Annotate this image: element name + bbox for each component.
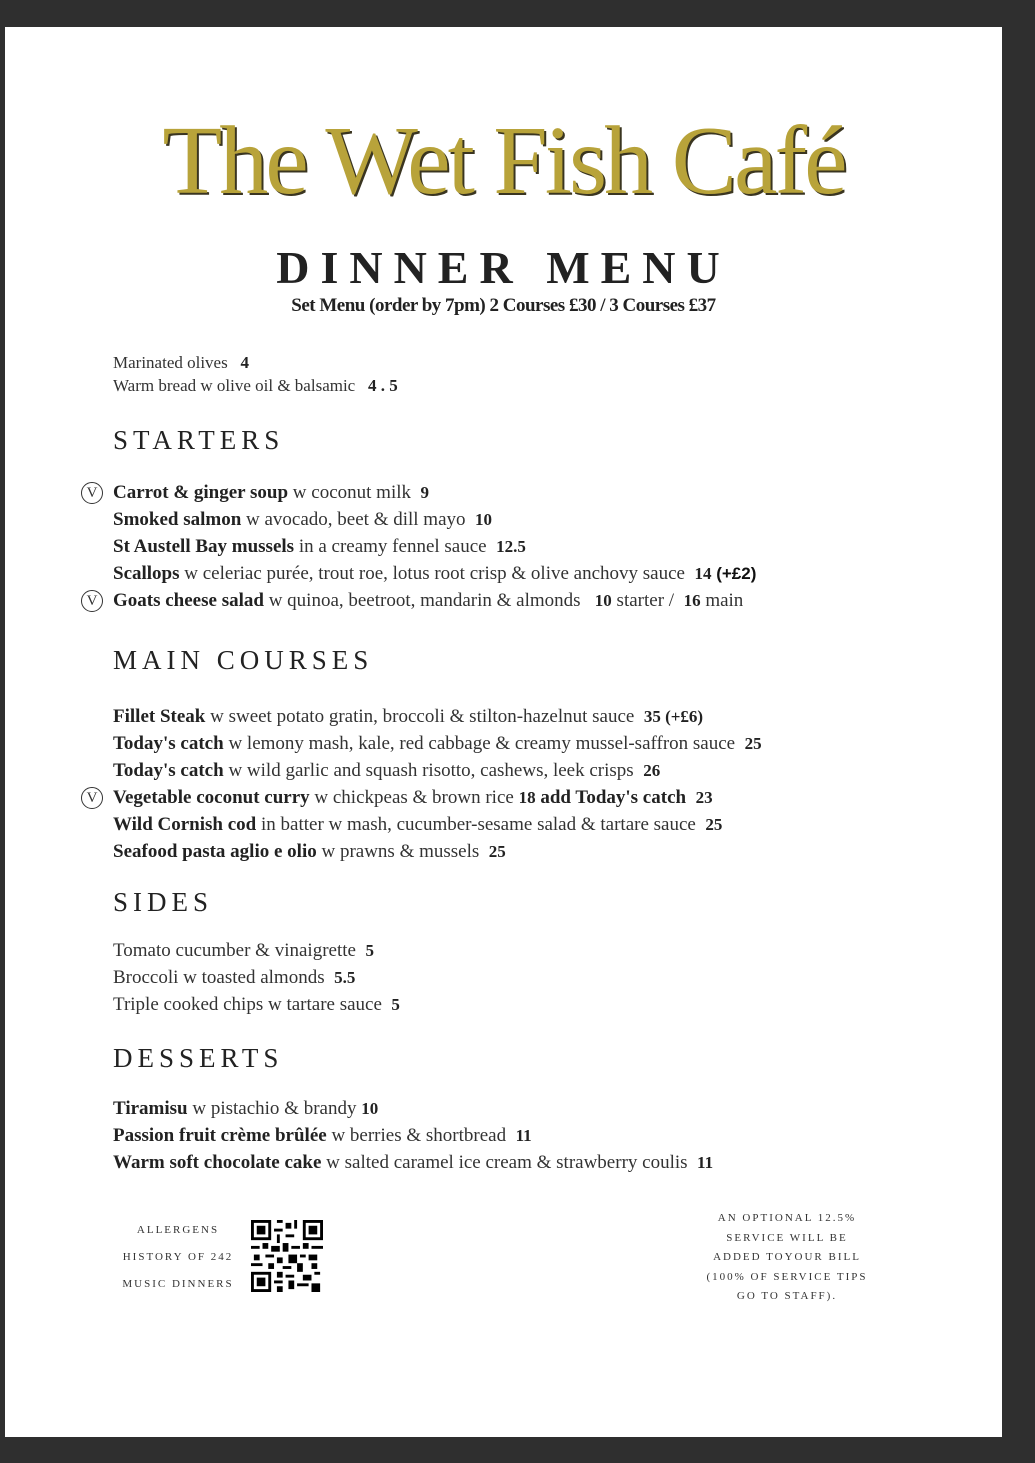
history-link[interactable]: HISTORY OF 242 [122,1251,234,1263]
vegetarian-icon: V [81,787,103,809]
list-item: Tiramisu w pistachio & brandy 10 [113,1098,379,1119]
list-item: Warm soft chocolate cake w salted caramel ice cream & strawberry coulis 11 [113,1152,714,1173]
list-item: V Carrot & ginger soup w coconut milk 9 [113,479,756,506]
vegetarian-icon: V [81,590,103,612]
menu-title: DINNER MENU [276,242,731,293]
footer-links [113,1217,243,1298]
mains-list [86,703,762,865]
set-menu-info: Set Menu (order by 7pm) 2 Courses £30 / 3 Courses £37 [291,295,716,316]
list-item: Marinated olives 4 [113,353,249,372]
list-item: Tomato cucumber & vinaigrette 5 [113,940,374,961]
starters-heading: STARTERS [113,425,285,455]
list-item: V Vegetable coconut curry w chickpeas & brown rice 18 add Today's catch 23 [113,784,762,811]
vegetarian-icon: V [81,482,103,504]
list-item: Triple cooked chips w tartare sauce 5 [113,994,400,1015]
list-item: Seafood pasta aglio e olio w prawns & mussels 25 [113,841,506,862]
menu-page [5,27,1002,1437]
music-dinners-link[interactable]: MUSIC DINNERS [122,1278,234,1290]
list-item: Wild Cornish cod in batter w mash, cucumber-sesame salad & tartare sauce 25 [113,814,723,835]
sides-list [113,937,400,1018]
mains-heading: MAIN COURSES [113,645,374,675]
list-item: Warm bread w olive oil & balsamic 4 . 5 [113,376,398,395]
nibbles-list [113,351,398,397]
list-item: Smoked salmon w avocado, beet & dill mayo 10 [113,509,493,530]
list-item: Fillet Steak w sweet potato gratin, broccoli & stilton-hazelnut sauce 35 (+£6) [113,706,704,727]
list-item: Today's catch w wild garlic and squash risotto, cashews, leek crisps 26 [113,760,661,781]
list-item: V Goats cheese salad w quinoa, beetroot, mandarin & almonds 10 starter / 16 main [113,587,756,614]
allergens-link[interactable]: ALLERGENS [136,1224,220,1236]
starters-list [86,479,757,614]
list-item: Scallops w celeriac purée, trout roe, lotus root crisp & olive anchovy sauce 14 (+£2) [113,563,757,584]
list-item: Today's catch w lemony mash, kale, red cabbage & creamy mussel-saffron sauce 25 [113,733,762,754]
list-item: Broccoli w toasted almonds 5.5 [113,967,356,988]
service-charge-note: AN OPTIONAL 12.5% SERVICE WILL BE ADDED TOYOUR BILL (100% OF SERVICE TIPS GO TO STAFF). [706,1212,868,1302]
desserts-list [113,1095,713,1176]
list-item: St Austell Bay mussels in a creamy fennel sauce 12.5 [113,536,526,557]
list-item: Passion fruit crème brûlée w berries & shortbread 11 [113,1125,532,1146]
restaurant-logo: The Wet Fish Café [162,107,845,215]
sides-heading: SIDES [113,887,214,917]
qr-code-icon[interactable] [251,1220,323,1292]
desserts-heading: DESSERTS [113,1043,284,1073]
